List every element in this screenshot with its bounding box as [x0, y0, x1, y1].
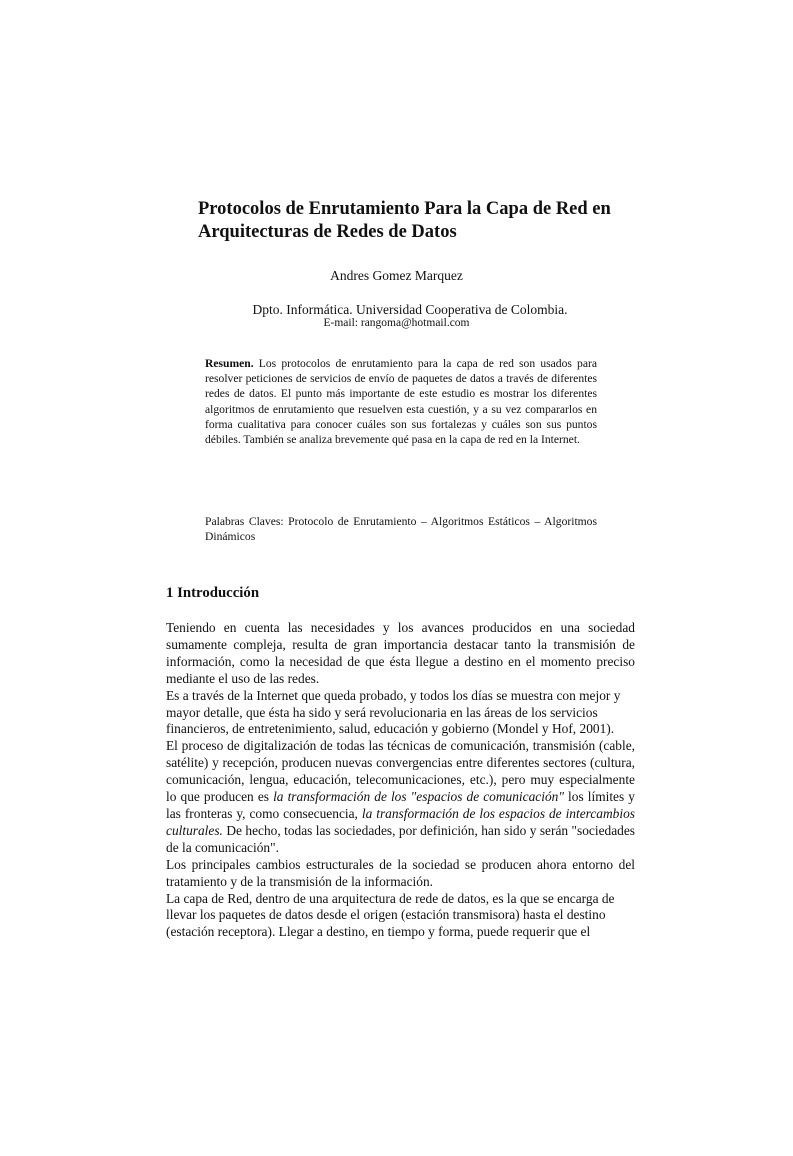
abstract	[205, 356, 597, 447]
paragraph-3-part-b: los límites y las fronteras y, como consecuencia,	[166, 789, 635, 821]
abstract-text: Los protocolos de enrutamiento para la capa de red son usados para resolver peticiones de servicios de envío de paquetes de datos a través de diferentes redes de datos. El punto más importante de este estudio es mostrar los diferentes algoritmos de enrutamiento que resuelven esta cuestión, y a su vez compararlos en forma cualitativa para conocer cuáles son sus fortalezas y cuáles son sus puntos débiles. También se analiza brevemente qué pasa en la capa de red en la Internet.	[205, 357, 597, 447]
paragraph-2: Es a través de la Internet que queda probado, y todos los días se muestra con mejor y mayor detalle, que ésta ha sido y será revolucionaria en las áreas de los servicios financieros, de entretenimiento, salud, educación y gobierno (Mondel y Hof, 2001).	[166, 687, 621, 737]
keywords: Palabras Claves: Protocolo de Enrutamiento – Algoritmos Estáticos – Algoritmos Dinámicos	[205, 515, 597, 544]
paragraph-1: Teniendo en cuenta las necesidades y los avances producidos en una sociedad sumamente compleja, resulta de gran importancia destacar tanto la transmisión de información, como la necesidad de que ésta llegue a destino en el momento preciso mediante el uso de las redes.	[166, 620, 635, 686]
section-heading-introduccion: 1 Introducción	[166, 585, 260, 601]
title-line-1: Protocolos de Enrutamiento Para la Capa de Red en	[198, 199, 611, 219]
paragraph-3	[166, 738, 635, 856]
author-affiliation: Dpto. Informática. Universidad Cooperativa de Colombia.	[252, 302, 568, 317]
paper-title	[198, 198, 638, 244]
paragraph-3-part-a: El proceso de digitalización de todas las técnicas de comunicación, transmisión (cable, satélite) y recepción, producen nuevas convergencias entre diferentes sectores (cultura, comunicación, lengua, educación, telecomunicaciones, etc.), pero muy especialmente lo que producen es	[166, 738, 635, 805]
paragraph-3-part-c: De hecho, todas las sociedades, por definición, han sido y serán "sociedades de la comunicación".	[166, 822, 635, 855]
abstract-label: Resumen.	[205, 357, 254, 370]
paragraph-5: La capa de Red, dentro de una arquitectura de rede de datos, es la que se encarga de llevar los paquetes de datos desde el origen (estación transmisora) hasta el destino (estación receptora). Llegar a destino, en tiempo y forma, puede requerir que el	[166, 890, 615, 940]
paragraph-3-italic-2: la transformación de los espacios de intercambios culturales.	[166, 805, 635, 838]
title-line-2: Arquitecturas de Redes de Datos	[198, 222, 457, 242]
paragraph-4: Los principales cambios estructurales de la sociedad se producen ahora entorno del tratamiento y de la transmisión de la información.	[166, 856, 635, 889]
paragraph-3-italic-1: la transformación de los "espacios de comunicación"	[273, 789, 564, 805]
author-name: Andres Gomez Marquez	[330, 268, 463, 283]
section-body-introduccion	[166, 620, 635, 941]
author-email: E-mail: rangoma@hotmail.com	[323, 317, 470, 329]
